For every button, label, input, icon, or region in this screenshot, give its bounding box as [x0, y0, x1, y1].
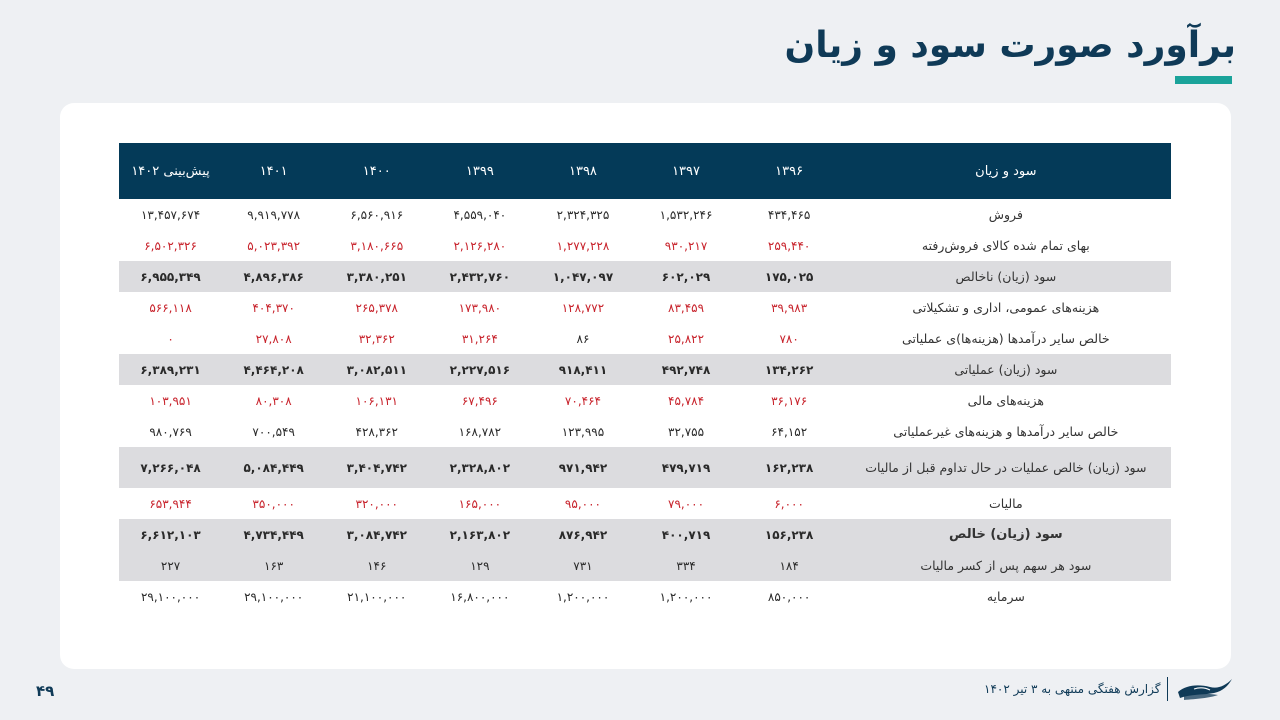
cell-value: ۱,۵۳۲,۲۴۶	[659, 207, 713, 222]
cell-value: ۷۹,۰۰۰	[668, 496, 705, 511]
page-title: برآورد صورت سود و زیان	[784, 25, 1236, 66]
header-year: ۱۳۹۶	[738, 143, 841, 199]
table-row	[119, 230, 1171, 261]
cell-value: ۲۵۹,۴۴۰	[767, 238, 811, 253]
cell-value: ۹,۹۱۹,۷۷۸	[247, 207, 301, 222]
header-year: ۱۳۹۹	[428, 143, 531, 199]
table-row	[119, 261, 1171, 292]
table-row	[119, 550, 1171, 581]
cell-value: ۲,۳۲۴,۳۲۵	[556, 207, 610, 222]
cell-value: ۲۲۷	[119, 550, 222, 581]
cell-value: ۳۳۴	[635, 550, 738, 581]
row-label: مالیات	[989, 496, 1023, 511]
cell-value: ۶,۵۶۰,۹۱۶	[350, 207, 404, 222]
table-row	[119, 354, 1171, 385]
table-row	[119, 416, 1171, 447]
cell-value: ۲,۴۳۲,۷۶۰	[428, 261, 531, 292]
cell-value: ۱۳۴,۲۶۲	[738, 354, 841, 385]
cell-value: ۷,۲۶۶,۰۴۸	[119, 447, 222, 488]
header-year: پیش‌بینی ۱۴۰۲	[119, 143, 222, 199]
cell-value: ۴,۷۳۴,۴۴۹	[222, 519, 325, 550]
cell-value: ۹۱۸,۴۱۱	[531, 354, 634, 385]
row-label: خالص سایر درآمدها (هزینه‌ها)ی عملیاتی	[902, 331, 1110, 346]
cell-value: ۳۲,۷۵۵	[668, 424, 705, 439]
cell-value: ۵۶۶,۱۱۸	[149, 300, 192, 315]
cell-value: ۸۶	[576, 331, 590, 346]
cell-value: ۴,۵۵۹,۰۴۰	[453, 207, 507, 222]
cell-value: ۱,۰۴۷,۰۹۷	[531, 261, 634, 292]
header-label: سود و زیان	[841, 143, 1171, 199]
cell-value: ۱۲۹	[428, 550, 531, 581]
row-label: سود (زیان) خالص عملیات در حال تداوم قبل از مالیات	[841, 447, 1171, 488]
cell-value: ۶,۳۸۹,۲۳۱	[119, 354, 222, 385]
cell-value: ۱۰۳,۹۵۱	[149, 393, 192, 408]
table-row	[119, 323, 1171, 354]
table-header-row	[119, 143, 1171, 199]
cell-value: ۲۱,۱۰۰,۰۰۰	[347, 589, 407, 604]
profit-loss-table	[119, 143, 1171, 612]
title-underline	[1175, 76, 1232, 84]
cell-value: ۹۵,۰۰۰	[564, 496, 601, 511]
cell-value: ۱,۲۷۷,۲۲۸	[556, 238, 610, 253]
row-label: سود هر سهم پس از کسر مالیات	[841, 550, 1171, 581]
cell-value: ۶۷,۴۹۶	[461, 393, 498, 408]
cell-value: ۲۵,۸۲۲	[668, 331, 705, 346]
cell-value: ۴۹۲,۷۴۸	[635, 354, 738, 385]
cell-value: ۱۵۶,۲۳۸	[738, 519, 841, 550]
cell-value: ۱۴۶	[325, 550, 428, 581]
cell-value: ۶۴,۱۵۲	[771, 424, 808, 439]
cell-value: ۸۵۰,۰۰۰	[767, 589, 811, 604]
header-year: ۱۴۰۰	[325, 143, 428, 199]
cell-value: ۷۳۱	[531, 550, 634, 581]
table-row	[119, 199, 1171, 230]
cell-value: ۸۰,۳۰۸	[255, 393, 292, 408]
cell-value: ۱۶۲,۲۳۸	[738, 447, 841, 488]
cell-value: ۱۷۵,۰۲۵	[738, 261, 841, 292]
cell-value: ۳,۰۸۴,۷۴۲	[325, 519, 428, 550]
cell-value: ۱۶,۸۰۰,۰۰۰	[450, 589, 510, 604]
cell-value: ۶,۹۵۵,۳۴۹	[119, 261, 222, 292]
cell-value: ۳,۳۸۰,۲۵۱	[325, 261, 428, 292]
cell-value: ۳,۱۸۰,۶۶۵	[350, 238, 404, 253]
header-year: ۱۳۹۷	[635, 143, 738, 199]
cell-value: ۱۳,۴۵۷,۶۷۴	[140, 207, 201, 222]
cell-value: ۶۵۳,۹۴۴	[149, 496, 192, 511]
row-label: فروش	[988, 207, 1023, 222]
cell-value: ۱۲۳,۹۹۵	[561, 424, 605, 439]
row-label: خالص سایر درآمدها و هزینه‌های غیرعملیاتی	[893, 424, 1119, 439]
cell-value: ۵,۰۲۳,۳۹۲	[247, 238, 301, 253]
cell-value: ۱۶۳	[222, 550, 325, 581]
cell-value: ۰	[167, 331, 174, 346]
cell-value: ۴۲۸,۳۶۲	[355, 424, 399, 439]
row-label: سود (زیان) عملیاتی	[841, 354, 1171, 385]
table-row	[119, 447, 1171, 488]
header-year: ۱۴۰۱	[222, 143, 325, 199]
cell-value: ۲,۱۶۳,۸۰۲	[428, 519, 531, 550]
cell-value: ۸۳,۴۵۹	[668, 300, 705, 315]
cell-value: ۳,۰۸۲,۵۱۱	[325, 354, 428, 385]
cell-value: ۴۳۴,۴۶۵	[767, 207, 811, 222]
row-label: بهای تمام شده کالای فروش‌رفته	[921, 238, 1090, 253]
cell-value: ۳,۴۰۴,۷۴۲	[325, 447, 428, 488]
cell-value: ۹۳۰,۲۱۷	[664, 238, 708, 253]
cell-value: ۲۹,۱۰۰,۰۰۰	[140, 589, 201, 604]
cell-value: ۲,۳۲۸,۸۰۲	[428, 447, 531, 488]
cell-value: ۱,۲۰۰,۰۰۰	[556, 589, 610, 604]
table-row	[119, 519, 1171, 550]
header-year: ۱۳۹۸	[531, 143, 634, 199]
cell-value: ۲۹,۱۰۰,۰۰۰	[244, 589, 304, 604]
report-footer-text: گزارش هفتگی منتهی به ۳ تیر ۱۴۰۲	[984, 682, 1161, 696]
row-label: هزینه‌های مالی	[967, 393, 1045, 408]
cell-value: ۱۶۵,۰۰۰	[458, 496, 502, 511]
cell-value: ۱۸۴	[738, 550, 841, 581]
cell-value: ۷۰,۴۶۴	[564, 393, 601, 408]
cell-value: ۴۰۴,۳۷۰	[252, 300, 295, 315]
cell-value: ۳۵۰,۰۰۰	[252, 496, 295, 511]
cell-value: ۳۲,۳۶۲	[358, 331, 395, 346]
cell-value: ۹۷۱,۹۴۲	[531, 447, 634, 488]
cell-value: ۴۷۹,۷۱۹	[635, 447, 738, 488]
cell-value: ۷۸۰	[779, 331, 799, 346]
company-logo-icon	[1176, 676, 1234, 702]
cell-value: ۱۶۸,۷۸۲	[458, 424, 502, 439]
row-label: سود (زیان) خالص	[841, 519, 1171, 550]
table-row	[119, 385, 1171, 416]
page-number: ۴۹	[36, 682, 55, 700]
cell-value: ۳۹,۹۸۳	[771, 300, 808, 315]
table-card	[60, 103, 1231, 669]
cell-value: ۹۸۰,۷۶۹	[149, 424, 192, 439]
cell-value: ۳۲۰,۰۰۰	[355, 496, 399, 511]
cell-value: ۶,۶۱۲,۱۰۳	[119, 519, 222, 550]
row-label: هزینه‌های عمومی، اداری و تشکیلاتی	[912, 300, 1100, 315]
cell-value: ۴,۸۹۶,۳۸۶	[222, 261, 325, 292]
cell-value: ۴۰۰,۷۱۹	[635, 519, 738, 550]
cell-value: ۸۷۶,۹۴۲	[531, 519, 634, 550]
table-row	[119, 581, 1171, 612]
footer-divider	[1167, 677, 1168, 701]
row-label: سود (زیان) ناخالص	[841, 261, 1171, 292]
cell-value: ۲,۱۲۶,۲۸۰	[453, 238, 507, 253]
cell-value: ۳۱,۲۶۴	[461, 331, 498, 346]
cell-value: ۱,۲۰۰,۰۰۰	[659, 589, 713, 604]
table-row	[119, 488, 1171, 519]
cell-value: ۱۰۶,۱۳۱	[355, 393, 399, 408]
row-label: سرمایه	[986, 589, 1025, 604]
table-row	[119, 292, 1171, 323]
cell-value: ۵,۰۸۴,۴۴۹	[222, 447, 325, 488]
cell-value: ۲,۲۲۷,۵۱۶	[428, 354, 531, 385]
cell-value: ۶,۵۰۲,۳۲۶	[144, 238, 197, 253]
cell-value: ۱۷۳,۹۸۰	[458, 300, 502, 315]
cell-value: ۶,۰۰۰	[774, 496, 804, 511]
cell-value: ۴,۴۶۴,۲۰۸	[222, 354, 325, 385]
cell-value: ۳۶,۱۷۶	[771, 393, 808, 408]
cell-value: ۴۵,۷۸۴	[668, 393, 705, 408]
cell-value: ۶۰۲,۰۲۹	[635, 261, 738, 292]
cell-value: ۲۶۵,۳۷۸	[355, 300, 399, 315]
cell-value: ۲۷,۸۰۸	[255, 331, 292, 346]
cell-value: ۷۰۰,۵۴۹	[252, 424, 295, 439]
cell-value: ۱۲۸,۷۷۲	[561, 300, 605, 315]
